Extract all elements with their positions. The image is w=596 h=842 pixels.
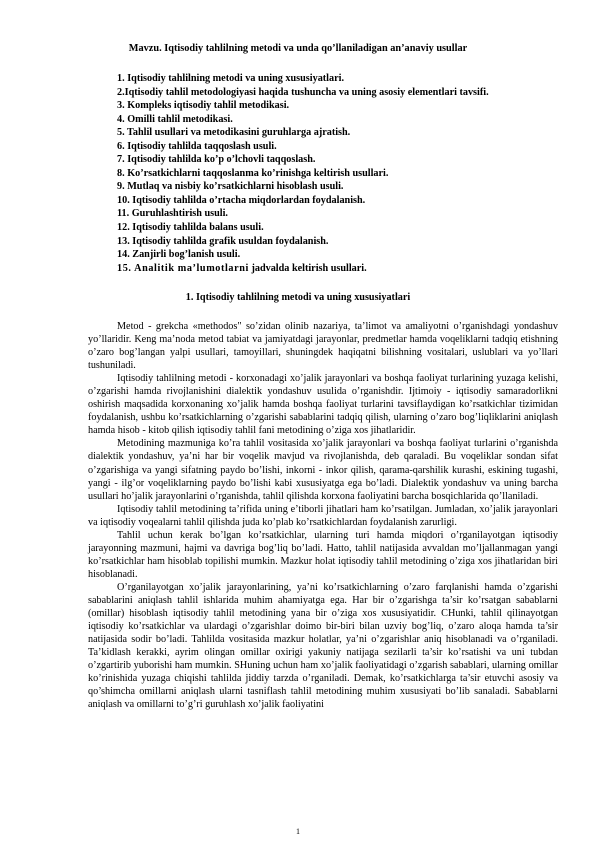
paragraph: Metod - grekcha «methodos" so’zidan olinib nazariya, ta’limot va amaliyotni o’rganishdagi yondashuv yo’llaridir. Keng ma’noda metod tabiat va jamiyatdagi jarayonlar, predmetlar hamda voqeliklarni tadqiq etishning o’zaro bog’langan yalpi usullari, tamoyillari, shuningdek haqiqatni bilishning vositalari, uslublari va yo’llari tushuniladi.	[88, 321, 558, 372]
toc-item: 1. Iqtisodiy tahlilning metodi va uning xususiyatlari.	[117, 73, 345, 84]
paragraph: Iqtisodiy tahlilning metodi - korxonadagi xo’jalik jarayonlari va boshqa faoliyat turlarining yuzaga kelishi, o’zgarishi hamda rivojlanishini dialektik yondashuv usulida o’rganishdir. Ijtimoiy - iqtisodiy samaradorlikni oshirish maqsadida korxonaning xo’jalik hamda boshqa faoliyat turlarini tavsiflaydigan ko’rsatkichlar tizimidan foydalanish, ushbu ko’rsatkichlarning o’zgarishi sabablarini tadqiq qilish, ularning o’zaro bog’liqliklarini aniqlash hamda hisob - kitob qilish iqtisodiy tahlil fani metodining o’ziga xos jihatlaridir.	[88, 373, 558, 437]
toc-item: 10. Iqtisodiy tahlilda o’rtacha miqdorlardan foydalanish.	[117, 194, 366, 206]
toc-item: 13. Iqtisodiy tahlilda grafik usuldan foydalanish.	[117, 235, 329, 247]
toc-item: 7. Iqtisodiy tahlilda ko’p o’lchovli taqqoslash.	[117, 154, 316, 166]
toc-item: 5. Tahlil usullari va metodikasini guruhlarga ajratish.	[117, 127, 351, 139]
paragraph: O’rganilayotgan xo’jalik jarayonlarining, ya’ni ko’rsatkichlarning o’zaro farqlanishi hamda o’zgarishi sabablarini aniqlash tahlil ishlarida muhim ahamiyatga ega. Har bir o’zgarishga ta’sir ko’rsatgan sabablarni (omillar) hisoblash iqtisodiy tahlil metodining yana bir o’ziga xos xususiyatidir. CHunki, tahlil qilinayotgan iqtisodiy ko’rsatkichlar va ulardagi o’zgarishlar doimo bir-biri bilan uzviy bog’liq, o’zaro aloqa hamda ta’sir natijasida sodir bo’ladi. Tahlilda vositasida mazkur holatlar, ya’ni o’zgarishlar aniq hisoblanadi va o’rganiladi. Ta’kidlash kerakki, ayrim olingan omillar oxirigi yakuniy natijaga sezilarli ta’sir ko’rsatishi va uni tubdan o’zgartirib yuborishi ham mumkin. SHuning uchun ham xo’jalik faoliyatidagi o’zgarish sabablari, ularning omillar ko’rinishida yuzaga chiqishi tahlilda jiddiy tarzda o’rganiladi. Demak, ko’rsatkichlarga ta’sir etuvchi asosiy va qo’shimcha omillarni aniqlash ularni tasniflash tahlil metodining muhim xususiyati bo’lib sanaladi. Sabablarni aniqlash va omillarni to’g’ri guruhlash xo’jalik faoliyatini	[88, 581, 558, 711]
toc-item: 4. Omilli tahlil metodikasi.	[117, 113, 233, 125]
paragraph: Tahlil uchun kerak bo’lgan ko’rsatkichlar, ularning turi hamda miqdori o’rganilayotgan iqtisodiy jarayonning mazmuni, hajmi va davriga bog’liq bo’ladi. Hatto, tahlil natijasida avvaldan mo’ljallanmagan yangi ko’rsatkichlar ham hisoblab topilishi mumkin. Mazkur holat iqtisodiy tahlil metodining o’ziga xos jihatlaridan biri hisoblanadi.	[88, 529, 558, 580]
toc-item-part: jadvalda keltirish usullari.	[248, 262, 367, 274]
page-number: 1	[296, 827, 300, 836]
document-title: Mavzu. Iqtisodiy tahlilning metodi va unda qo’llaniladigan an’anaviy usullar	[128, 43, 468, 54]
toc-item: 12. Iqtisodiy tahlilda balans usuli.	[117, 222, 264, 234]
toc-item: 2.Iqtisodiy tahlil metodologiyasi haqida tushuncha va uning asosiy elementlari tavsifi.	[117, 86, 489, 98]
paragraph: Iqtisodiy tahlil metodining ta’rifida uning e’tiborli jihatlari ham ko’rsatilgan. Jumladan, xo’jalik jarayonlari va iqtisodiy voqealarni tahlil qilishda juda ko’plab ko’rsatkichlardan foydalanish zarurligi.	[88, 503, 558, 528]
toc-item: 9. Mutlaq va nisbiy ko’rsatkichlarni hisoblash usuli.	[117, 181, 344, 193]
body-text	[88, 320, 558, 711]
section-title: 1. Iqtisodiy tahlilning metodi va uning xususiyatlari	[185, 292, 411, 303]
toc-item: 14. Zanjirli bog’lanish usuli.	[117, 249, 241, 261]
toc-item-part: 15. Analitik ma’lumotlarni	[117, 262, 249, 274]
toc-item: 11. Guruhlashtirish usuli.	[117, 208, 228, 220]
toc-item: 3. Kompleks iqtisodiy tahlil metodikasi.	[117, 100, 290, 112]
table-of-contents	[117, 72, 489, 275]
paragraph: Metodining mazmuniga ko’ra tahlil vositasida xo’jalik jarayonlari va boshqa faoliyat turlarini o’rganishda dialektik yondashuv, ya’ni har bir voqelik mavjud va rivojlanishda, deb qaraladi. Bu voqeliklar sondan sifat o’zgarishiga va yangi sifatning paydo bo’lishi, inkorni - inkor qilish, qarama-qarshilik kurashi, eskining tugashi, yangi - ilg’or voqeliklarning paydo bo’lishi kabi xususiyatga ega bo’ladi. Dialektik yondashuv va uning barcha usullari ho’jalik jarayonlarini o’rganishda, tahlil qilishda korxona faoliyatini barcha bosqichlarida qo’llaniladi.	[88, 438, 558, 502]
toc-item: 8. Ko’rsatkichlarni taqqoslanma ko’rinishga keltirish usullari.	[117, 167, 389, 179]
toc-item: 6. Iqtisodiy tahlilda taqqoslash usuli.	[117, 140, 277, 152]
toc-item	[117, 262, 489, 276]
